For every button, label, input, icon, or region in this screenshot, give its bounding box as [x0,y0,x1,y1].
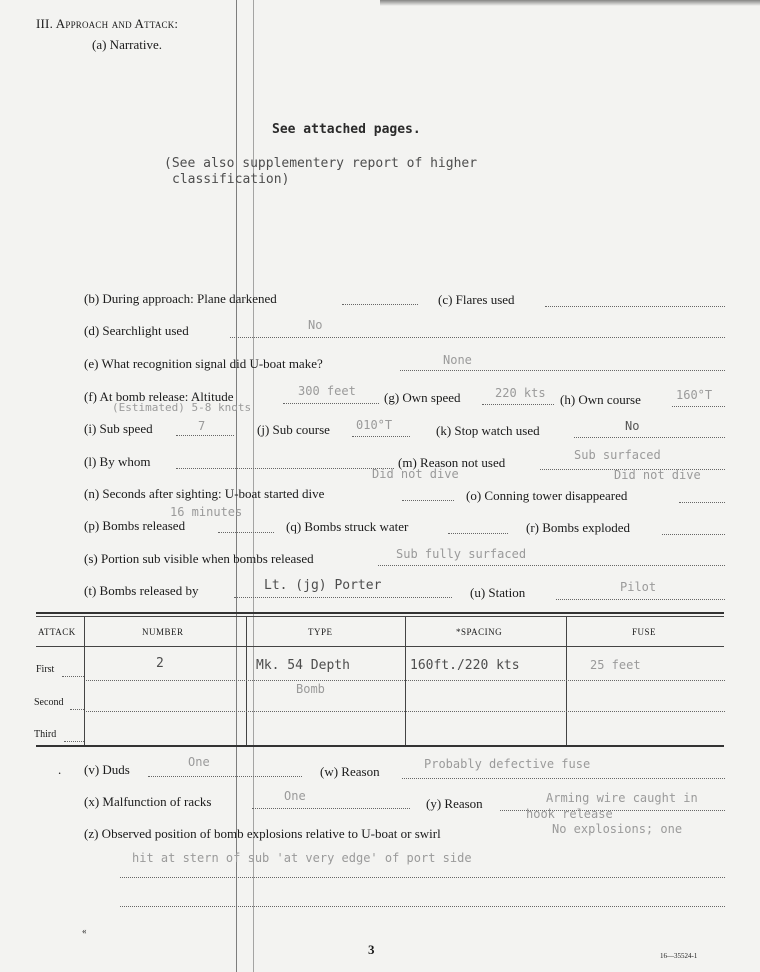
field-z-label: (z) Observed position of bomb explosions relative to U-boat or swirl [84,826,441,841]
field-s-label: (s) Portion sub visible when bombs released [84,551,314,566]
field-p-label: (p) Bombs released [84,518,186,533]
field-j-label: (j) Sub course [257,422,330,437]
field-k-line [574,437,725,438]
field-u-line [556,599,725,600]
row-attack-label: Second [34,697,64,708]
field-s-line [378,565,725,566]
field-i-line [176,435,234,436]
stray-mark: . [58,762,62,777]
row-spacing: 160ft./220 kts [410,658,520,673]
n-note-1: Did not dive [372,467,459,481]
field-l-line [176,468,394,469]
header-spacing: *SPACING [456,627,503,637]
field-v-label: (v) Duds [84,762,130,777]
field-f-label: (f) At bomb release: Altitude [84,389,234,404]
field-f-line [283,403,379,404]
field-b-label: (b) During approach: Plane darkened [84,291,277,306]
field-k-label: (k) Stop watch used [436,423,540,438]
header-type: TYPE [308,627,333,637]
page-number: 3 [368,942,375,957]
field-m-label: (m) Reason not used [398,455,506,470]
stray-mark-2: « [82,926,87,936]
field-m-value: Sub surfaced [574,448,661,462]
field-g-label: (g) Own speed [384,390,461,405]
field-e-line [400,370,725,371]
field-i-value: 7 [198,419,206,433]
n-note-2: Did not dive [614,468,701,482]
field-d-label: (d) Searchlight used [84,323,189,338]
field-o-label: (o) Conning tower disappeared [466,488,628,503]
field-l-label: (l) By whom [84,454,151,469]
field-e-value: None [443,353,472,367]
field-r-label: (r) Bombs exploded [526,520,630,535]
attached-note: See attached pages. [272,122,421,137]
field-e-label: (e) What recognition signal did U-boat make? [84,356,323,371]
form-number: 16—35524-1 [660,952,698,960]
field-n-line [402,500,454,501]
field-k-value: No [625,419,640,433]
field-x-value: One [284,789,306,803]
field-w-line [402,778,725,779]
row-number: 2 [156,656,164,671]
row-type-cont: Bomb [296,682,325,696]
field-j-value: 010°T [356,418,393,432]
field-y-label: (y) Reason [426,796,483,811]
field-d-line [230,337,725,338]
field-c-line [545,306,725,307]
header-number: NUMBER [142,627,184,637]
field-z-value-1: No explosions; one [552,822,683,836]
supplementary-note-1: (See also supplementery report of higher [164,156,478,171]
narrative-label: (a) Narrative. [92,37,163,52]
field-j-line [352,436,410,437]
field-u-value: Pilot [620,580,657,594]
field-o-line [679,502,725,503]
field-y-value-cont: hook release [526,807,613,821]
p-note: 16 minutes [170,505,243,519]
section-heading: III. Approach and Attack: [36,16,179,31]
top-scan-edge [380,0,760,6]
field-u-label: (u) Station [470,585,526,600]
field-v-value: One [188,755,210,769]
field-t-value: Lt. (jg) Porter [264,578,382,593]
header-attack: ATTACK [38,627,76,637]
field-x-label: (x) Malfunction of racks [84,794,212,809]
field-x-line [252,808,410,809]
row-attack-label: First [36,664,55,675]
field-n-label: (n) Seconds after sighting: U-boat started dive [84,486,325,501]
field-g-value: 220 kts [495,386,546,400]
field-w-label: (w) Reason [320,764,380,779]
row-fuse: 25 feet [590,658,641,672]
header-fuse: FUSE [632,627,657,637]
field-b-line [342,304,418,305]
field-t-label: (t) Bombs released by [84,583,199,598]
field-z-value-2: hit at stern of sub 'at very edge' of port side [132,851,472,865]
field-w-value: Probably defective fuse [424,757,591,771]
field-g-line [482,404,554,405]
field-s-value: Sub fully surfaced [396,547,527,561]
field-t-line [234,597,452,598]
field-h-label: (h) Own course [560,392,641,407]
row-type: Mk. 54 Depth [256,658,350,673]
field-v-line [148,776,302,777]
field-z-line-2 [120,906,725,907]
field-d-value: No [308,318,323,332]
sub-speed-note: (Estimated) 5-8 knots [112,401,252,414]
field-i-label: (i) Sub speed [84,421,153,436]
supplementary-note-2: classification) [172,172,290,187]
field-h-value: 160°T [676,388,713,402]
field-z-line-1 [120,877,725,878]
field-q-line [448,533,508,534]
field-h-line [672,406,725,407]
field-c-label: (c) Flares used [438,292,515,307]
field-q-label: (q) Bombs struck water [286,519,409,534]
field-y-value: Arming wire caught in [546,791,698,805]
field-f-value: 300 feet [298,384,356,398]
field-r-line [662,534,725,535]
row-attack-label: Third [34,729,57,740]
field-p-line [218,532,274,533]
